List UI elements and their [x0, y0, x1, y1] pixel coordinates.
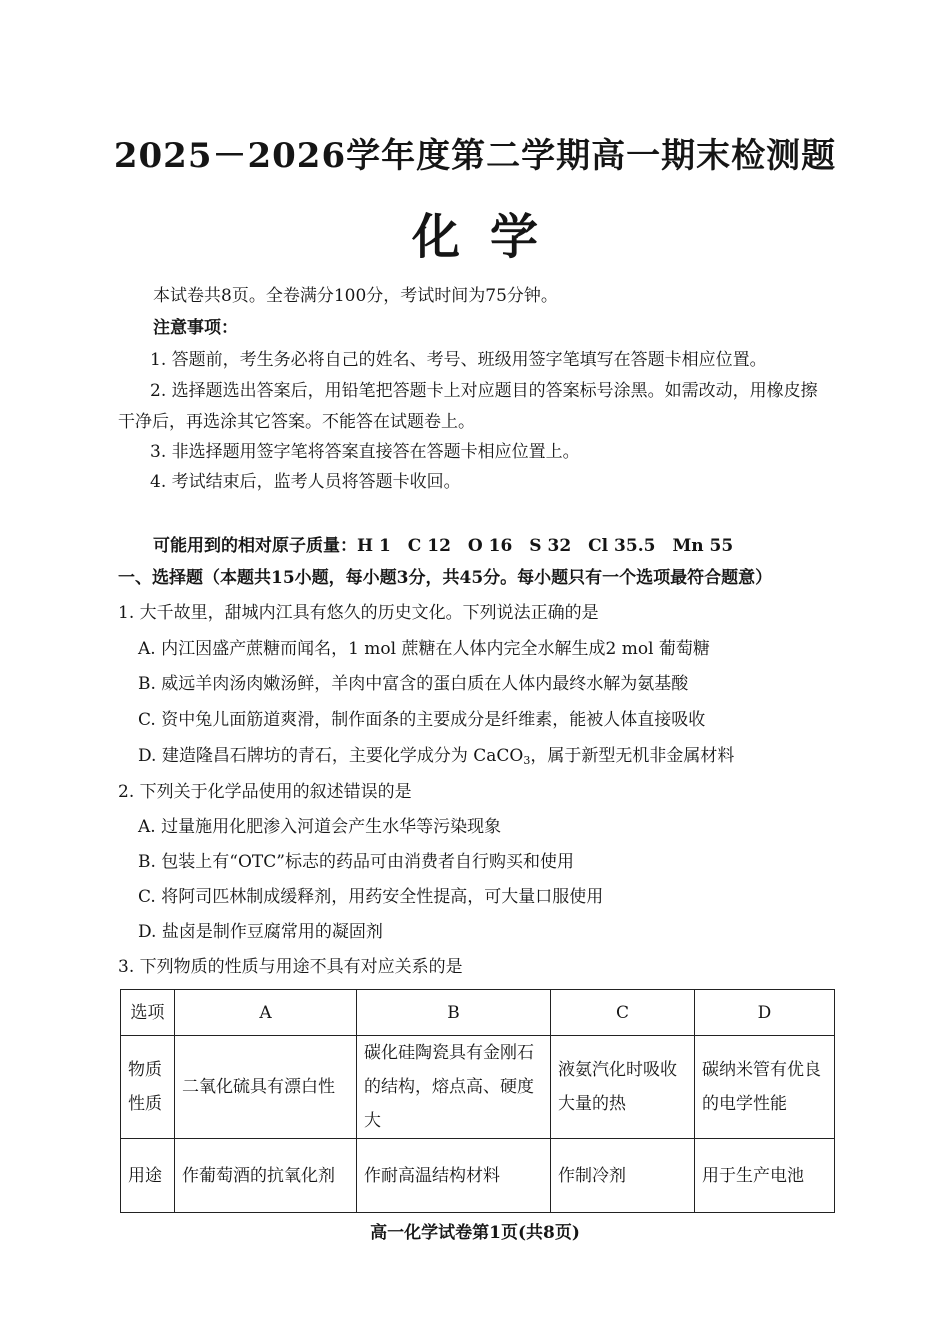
question-3-stem: 3. 下列物质的性质与用途不具有对应关系的是: [118, 957, 463, 977]
atomic-mass-line: 可能用到的相对原子质量：H 1 C 12 O 16 S 32 Cl 35.5 Mn 55: [153, 536, 734, 556]
table-header-row: [121, 990, 835, 1036]
section-1-heading: 一、选择题（本题共15小题，每小题3分，共45分。每小题只有一个选项最符合题意）: [118, 568, 773, 588]
question-2-option-d: D. 盐卤是制作豆腐常用的凝固剂: [138, 922, 383, 942]
question-2-option-b: B. 包装上有“OTC”标志的药品可由消费者自行购买和使用: [138, 852, 574, 872]
question-3-table: [120, 989, 835, 1213]
table-row-property: [121, 1036, 835, 1139]
table-cell-property-b: 碳化硅陶瓷具有金刚石 的结构，熔点高、硬度大: [357, 1036, 551, 1139]
notice-heading: 注意事项：: [153, 318, 238, 338]
notice-item-4: 4. 考试结束后，监考人员将答题卡收回。: [150, 472, 461, 492]
notice-item-2-cont: 干净后，再选涂其它答案。不能答在试题卷上。: [118, 412, 475, 432]
question-2-option-a: A. 过量施用化肥渗入河道会产生水华等污染现象: [138, 817, 502, 837]
table-cell-use-a: 作葡萄酒的抗氧化剂: [175, 1139, 357, 1213]
question-2-option-c: C. 将阿司匹林制成缓释剂，用药安全性提高，可大量口服使用: [138, 887, 604, 907]
exam-title: 2025－2026学年度第二学期高一期末检测题: [113, 136, 837, 176]
question-1-stem: 1. 大千故里，甜城内江具有悠久的历史文化。下列说法正确的是: [118, 603, 599, 623]
table-cell-use-b: 作耐高温结构材料: [357, 1139, 551, 1213]
table-cell-property-d: 碳纳米管有优良 的电学性能: [695, 1036, 835, 1139]
intro-text: 本试卷共8页。全卷满分100分，考试时间为75分钟。: [153, 286, 558, 306]
page-footer: 高一化学试卷第1页(共8页): [370, 1223, 580, 1243]
table-row-label: 用途: [121, 1139, 175, 1213]
question-2-stem: 2. 下列关于化学品使用的叙述错误的是: [118, 782, 412, 802]
table-cell-property-a: 二氧化硫具有漂白性: [175, 1036, 357, 1139]
question-1-option-c: C. 资中兔儿面筋道爽滑，制作面条的主要成分是纤维素，能被人体直接吸收: [138, 710, 706, 730]
table-cell-use-c: 作制冷剂: [551, 1139, 695, 1213]
notice-item-2: 2. 选择题选出答案后，用铅笔把答题卡上对应题目的答案标号涂黑。如需改动，用橡皮擦: [150, 381, 818, 401]
notice-item-3: 3. 非选择题用签字笔将答案直接答在答题卡相应位置上。: [150, 442, 580, 462]
table-cell-use-d: 用于生产电池: [695, 1139, 835, 1213]
table-header-cell: D: [695, 990, 835, 1036]
notice-item-1: 1. 答题前，考生务必将自己的姓名、考号、班级用签字笔填写在答题卡相应位置。: [150, 350, 767, 370]
question-1-option-a: A. 内江因盛产蔗糖而闻名，1 mol 蔗糖在人体内完全水解生成2 mol 葡萄糖: [138, 639, 710, 659]
question-1-option-d: D. 建造隆昌石牌坊的青石，主要化学成分为 CaCO$_3$，属于新型无机非金属材料: [138, 746, 735, 767]
table-row-label: 物质 性质: [121, 1036, 175, 1139]
table-header-cell: C: [551, 990, 695, 1036]
table-row-use: [121, 1139, 835, 1213]
table-header-cell: B: [357, 990, 551, 1036]
table-header-cell: 选项: [121, 990, 175, 1036]
question-1-option-b: B. 威远羊肉汤肉嫩汤鲜，羊肉中富含的蛋白质在人体内最终水解为氨基酸: [138, 674, 689, 694]
subject-title: 化学: [411, 209, 568, 265]
table-cell-property-c: 液氨汽化时吸收 大量的热: [551, 1036, 695, 1139]
table-header-cell: A: [175, 990, 357, 1036]
